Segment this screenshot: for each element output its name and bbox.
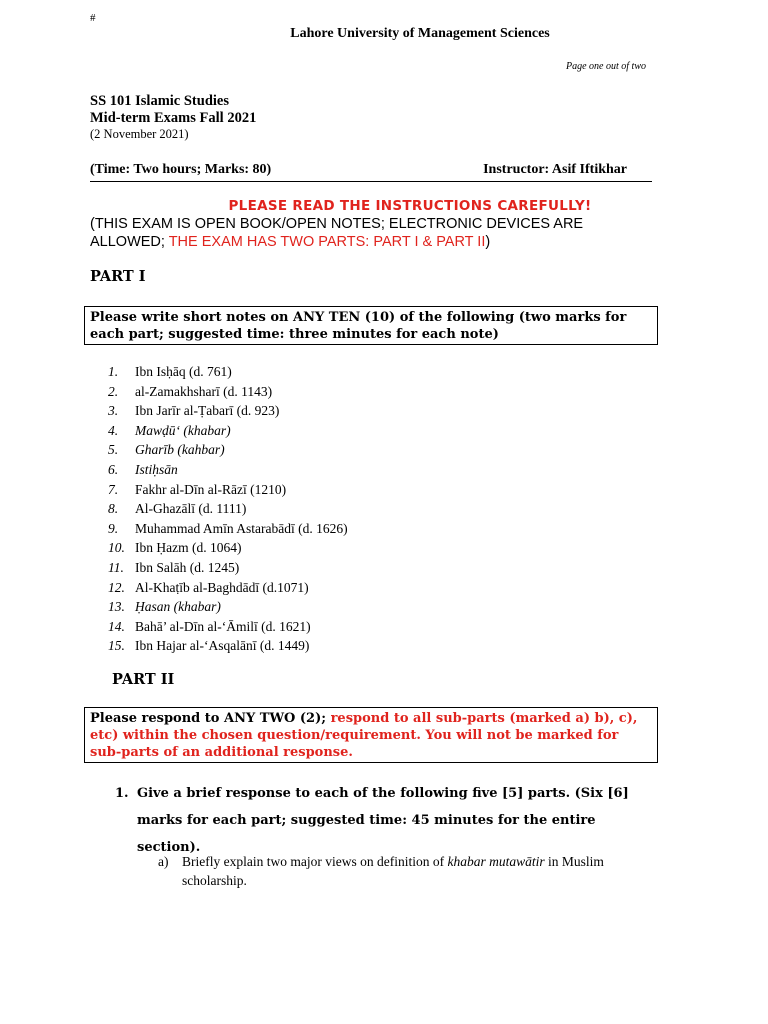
- list-item: [108, 440, 348, 460]
- item-number: 7.: [108, 481, 119, 497]
- subpart-a-text-2: in Muslim scholarship.: [182, 854, 604, 888]
- item-number: 6.: [108, 461, 119, 477]
- page-indicator: Page one out of two: [566, 61, 646, 72]
- course-title: SS 101 Islamic Studies: [90, 93, 229, 109]
- instructor: Instructor: Asif Iftikhar: [483, 162, 627, 177]
- part2-instruction-box: [84, 707, 658, 763]
- list-item: [108, 362, 348, 382]
- list-item: [108, 636, 348, 656]
- list-item: [108, 538, 348, 558]
- list-item: [108, 401, 348, 421]
- time-marks: (Time: Two hours; Marks: 80): [90, 162, 272, 177]
- exam-title: Mid-term Exams Fall 2021: [90, 110, 257, 126]
- two-parts-notice: THE EXAM HAS TWO PARTS: PART I & PART II: [168, 234, 486, 250]
- time-instructor-line: [90, 162, 652, 182]
- item-text: Ḥasan (khabar): [135, 599, 221, 615]
- item-number: 8.: [108, 501, 119, 517]
- exam-date: (2 November 2021): [90, 127, 189, 141]
- subpart-a-term: khabar mutawātir: [447, 854, 545, 869]
- item-number: 11.: [108, 559, 124, 575]
- part2-instruction-end: .: [348, 745, 353, 760]
- part1-instruction-box: Please write short notes on ANY TEN (10) of the following (two marks for each part; suggested time: three minutes for each note): [84, 306, 658, 345]
- item-number: 2.: [108, 383, 119, 399]
- list-item: [108, 480, 348, 500]
- list-item: [108, 382, 348, 402]
- list-item: [108, 519, 348, 539]
- subpart-a: [158, 852, 618, 890]
- item-text: Al-Khaṭīb al-Baghdādī (d.1071): [135, 579, 309, 595]
- subpart-a-text-1: Briefly explain two major views on definition of: [182, 854, 448, 869]
- part2-instruction-red: respond to all sub-parts (marked a) b), c), etc) within the chosen question/requirement. You will not be marked for sub-parts of an additional response: [90, 711, 638, 760]
- hash-mark: #: [90, 12, 96, 24]
- question-1: [115, 780, 645, 861]
- item-text: Ibn Ḥazm (d. 1064): [135, 540, 242, 556]
- list-item: [108, 578, 348, 598]
- open-book-notice: [90, 215, 610, 251]
- open-book-text: (THIS EXAM IS OPEN BOOK/OPEN NOTES; ELECTRONIC DEVICES ARE ALLOWED;: [90, 216, 584, 250]
- item-text: Al-Ghazālī (d. 1111): [135, 501, 247, 517]
- list-item: [108, 597, 348, 617]
- item-text: al-Zamakhsharī (d. 1143): [135, 383, 273, 399]
- item-text: Mawḍū‘ (khabar): [135, 422, 231, 438]
- item-text: Ibn Jarīr al-Ṭabarī (d. 923): [135, 403, 280, 419]
- item-number: 10.: [108, 540, 125, 556]
- subpart-a-label: a): [158, 854, 169, 869]
- item-text: Muhammad Amīn Astarabādī (d. 1626): [135, 520, 348, 536]
- read-instructions-warning: PLEASE READ THE INSTRUCTIONS CAREFULLY!: [228, 198, 592, 214]
- question-1-text: Give a brief response to each of the following five [5] parts. (Six [6] marks for each part; suggested time: 45 minutes for the entire section).: [137, 786, 629, 855]
- item-text: Gharīb (kahbar): [135, 442, 225, 458]
- item-number: 13.: [108, 599, 125, 615]
- item-text: Istiḥsān: [135, 461, 178, 477]
- item-number: 12.: [108, 579, 125, 595]
- list-item: [108, 460, 348, 480]
- course-block: [90, 93, 256, 127]
- item-number: 14.: [108, 618, 125, 634]
- item-number: 5.: [108, 442, 119, 458]
- list-item: [108, 499, 348, 519]
- item-number: 1.: [108, 364, 119, 379]
- item-number: 4.: [108, 422, 119, 438]
- item-text: Ibn Salāh (d. 1245): [135, 559, 240, 575]
- item-number: 15.: [108, 638, 125, 654]
- part1-heading: PART I: [90, 268, 146, 285]
- item-text: Ibn Hajar al-‘Asqalānī (d. 1449): [135, 638, 310, 654]
- list-item: [108, 558, 348, 578]
- subpart-a-text: [182, 852, 618, 890]
- part1-items-list: [108, 362, 348, 656]
- item-number: 3.: [108, 403, 119, 419]
- list-item: [108, 421, 348, 441]
- part2-instruction-black: Please respond to ANY TWO (2);: [90, 711, 331, 726]
- list-item: [108, 617, 348, 637]
- item-text: Ibn Isḥāq (d. 761): [135, 364, 232, 379]
- item-text: Fakhr al-Dīn al-Rāzī (1210): [135, 481, 287, 497]
- item-text: Bahā’ al-Dīn al-‘Āmilī (d. 1621): [135, 618, 311, 634]
- part2-heading: PART II: [112, 671, 175, 688]
- item-number: 9.: [108, 520, 119, 536]
- university-name: Lahore University of Management Sciences: [290, 26, 550, 41]
- close-paren: ): [485, 234, 491, 250]
- question-1-number: 1.: [115, 786, 129, 801]
